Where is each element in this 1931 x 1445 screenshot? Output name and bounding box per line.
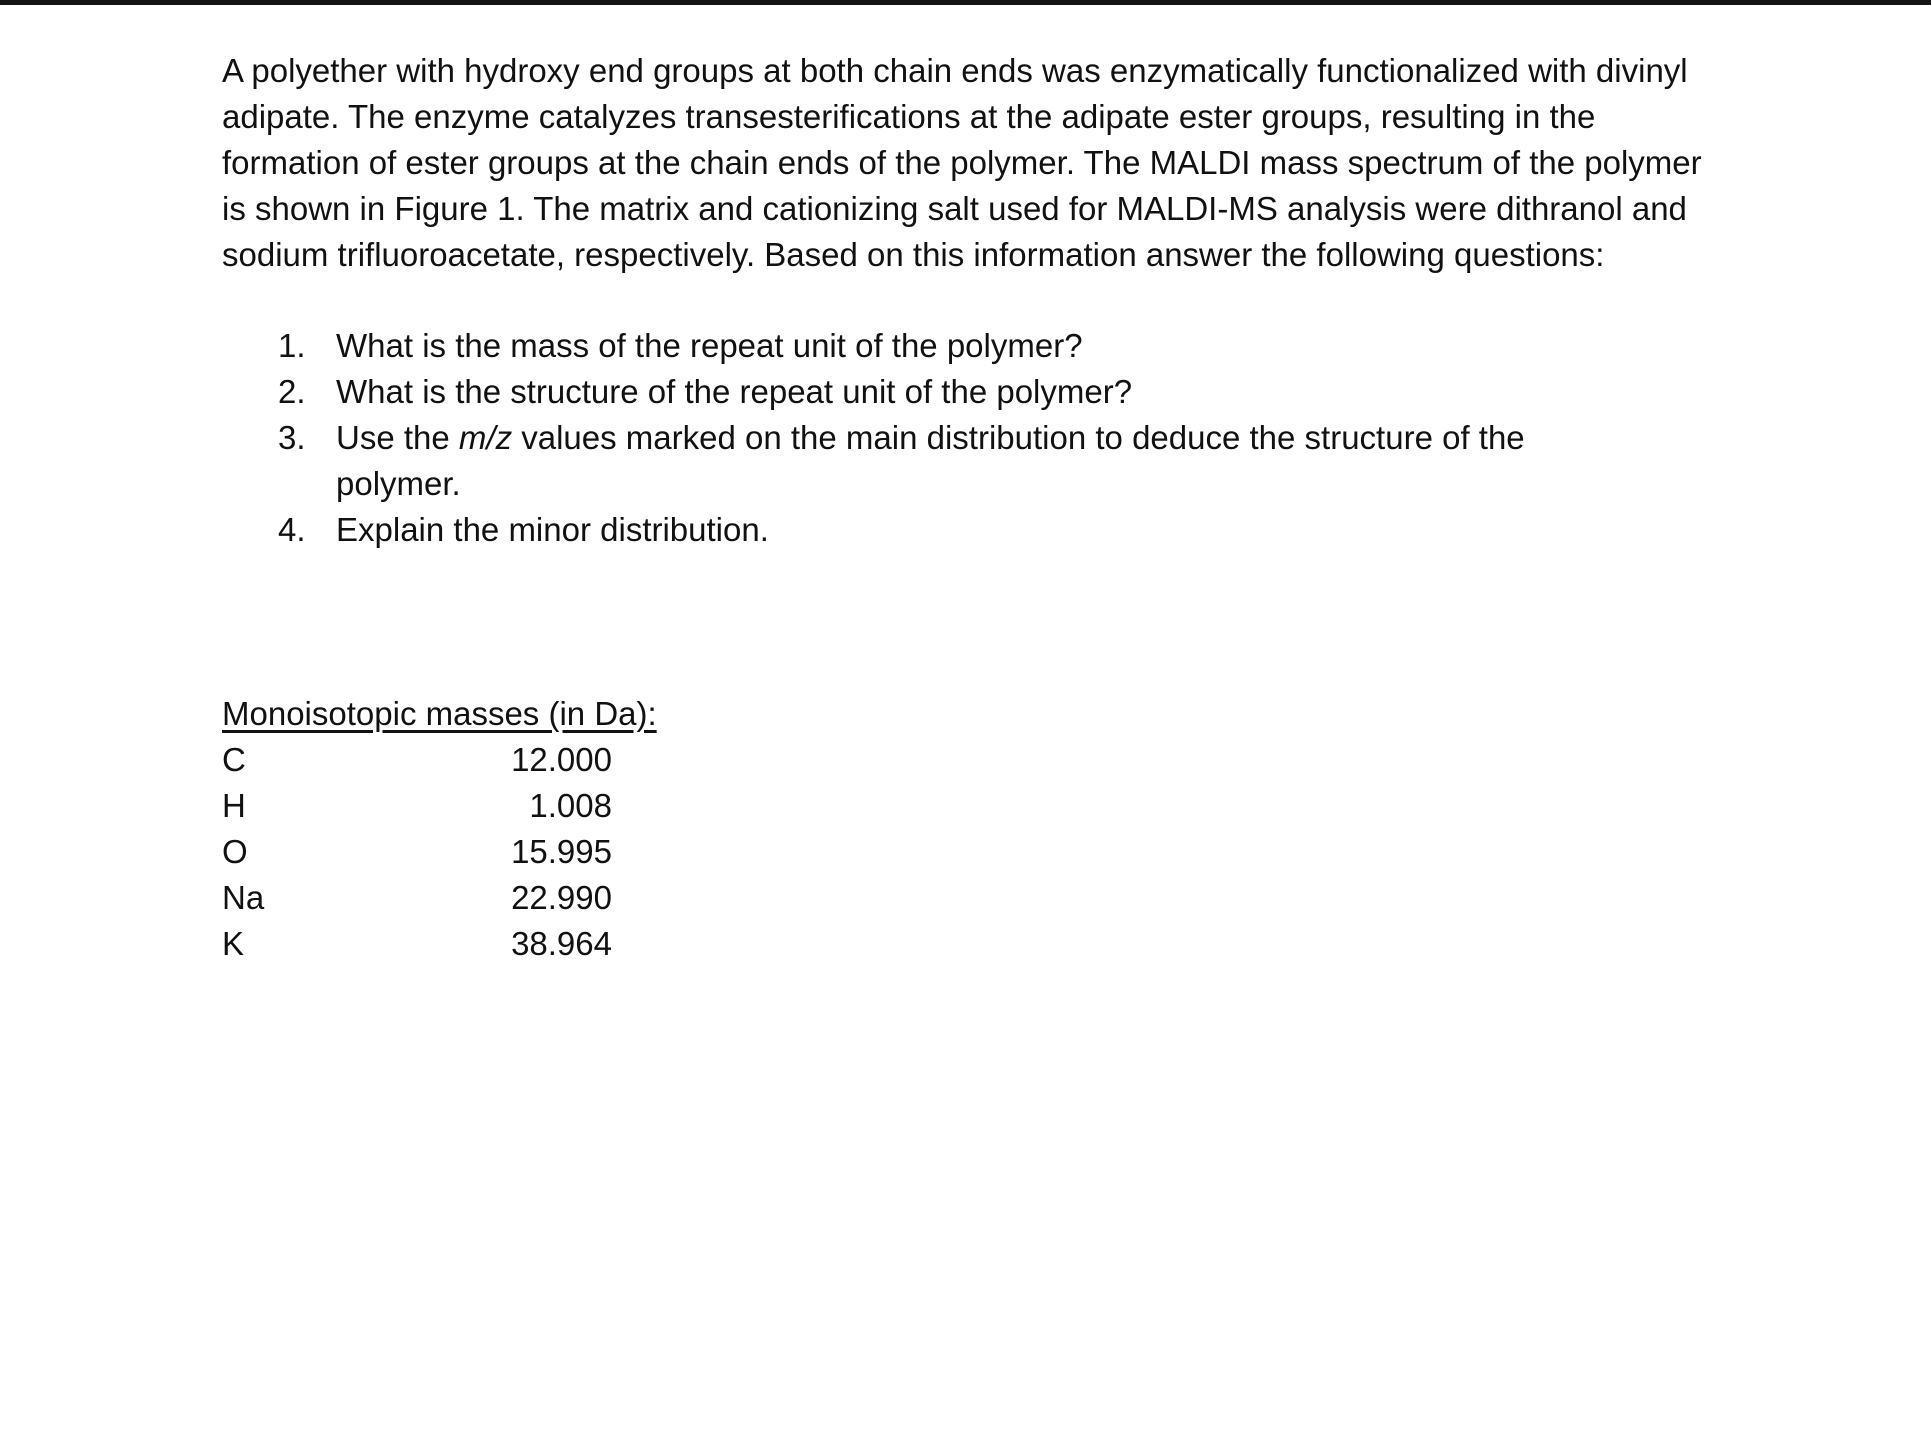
question-item bbox=[278, 507, 1722, 553]
question-item bbox=[278, 323, 1722, 369]
question-number: 2. bbox=[278, 373, 306, 410]
question-text bbox=[336, 415, 1616, 507]
top-border bbox=[0, 0, 1931, 5]
mass-row bbox=[222, 829, 687, 875]
element-mass: 12.000 bbox=[511, 741, 612, 778]
question-text-part: values marked on the main distribution to deduce the structure of the polymer. bbox=[336, 419, 1525, 502]
mz-italic-term: m/z bbox=[458, 419, 513, 456]
question-list bbox=[222, 323, 1722, 553]
question-number: 3. bbox=[278, 419, 306, 456]
element-symbol: C bbox=[222, 741, 246, 778]
mass-row bbox=[222, 875, 687, 921]
mass-row bbox=[222, 783, 687, 829]
mass-row bbox=[222, 921, 687, 967]
element-mass: 38.964 bbox=[511, 925, 612, 962]
mass-row bbox=[222, 737, 687, 783]
element-mass: 22.990 bbox=[511, 879, 612, 916]
question-number: 4. bbox=[278, 511, 306, 548]
question-text-part: Use the bbox=[336, 419, 459, 456]
document-body bbox=[222, 48, 1722, 967]
question-text: What is the structure of the repeat unit of the polymer? bbox=[336, 373, 1133, 410]
intro-paragraph: A polyether with hydroxy end groups at both chain ends was enzymatically functionalized with divinyl adipate. The enzyme catalyzes transesterifications at the adipate ester groups, resulting in the formation of ester groups at the chain ends of the polymer. The MALDI mass spectrum of the polymer is shown in Figure 1. The matrix and cationizing salt used for MALDI-MS analysis were dithranol and sodium trifluoroacetate, respectively. Based on this information answer the following questions: bbox=[222, 52, 1702, 273]
question-item bbox=[278, 369, 1722, 415]
monoisotopic-masses-table bbox=[222, 691, 692, 967]
question-text: Explain the minor distribution. bbox=[336, 511, 769, 548]
element-symbol: K bbox=[222, 925, 245, 962]
element-symbol: H bbox=[222, 787, 246, 824]
question-number: 1. bbox=[278, 327, 306, 364]
element-symbol: Na bbox=[222, 879, 265, 916]
question-item bbox=[278, 415, 1722, 507]
element-mass: 1.008 bbox=[529, 787, 612, 824]
element-mass: 15.995 bbox=[511, 833, 612, 870]
masses-title: Monoisotopic masses (in Da): bbox=[222, 695, 657, 732]
element-symbol: O bbox=[222, 833, 248, 870]
question-text: What is the mass of the repeat unit of the polymer? bbox=[336, 327, 1083, 364]
